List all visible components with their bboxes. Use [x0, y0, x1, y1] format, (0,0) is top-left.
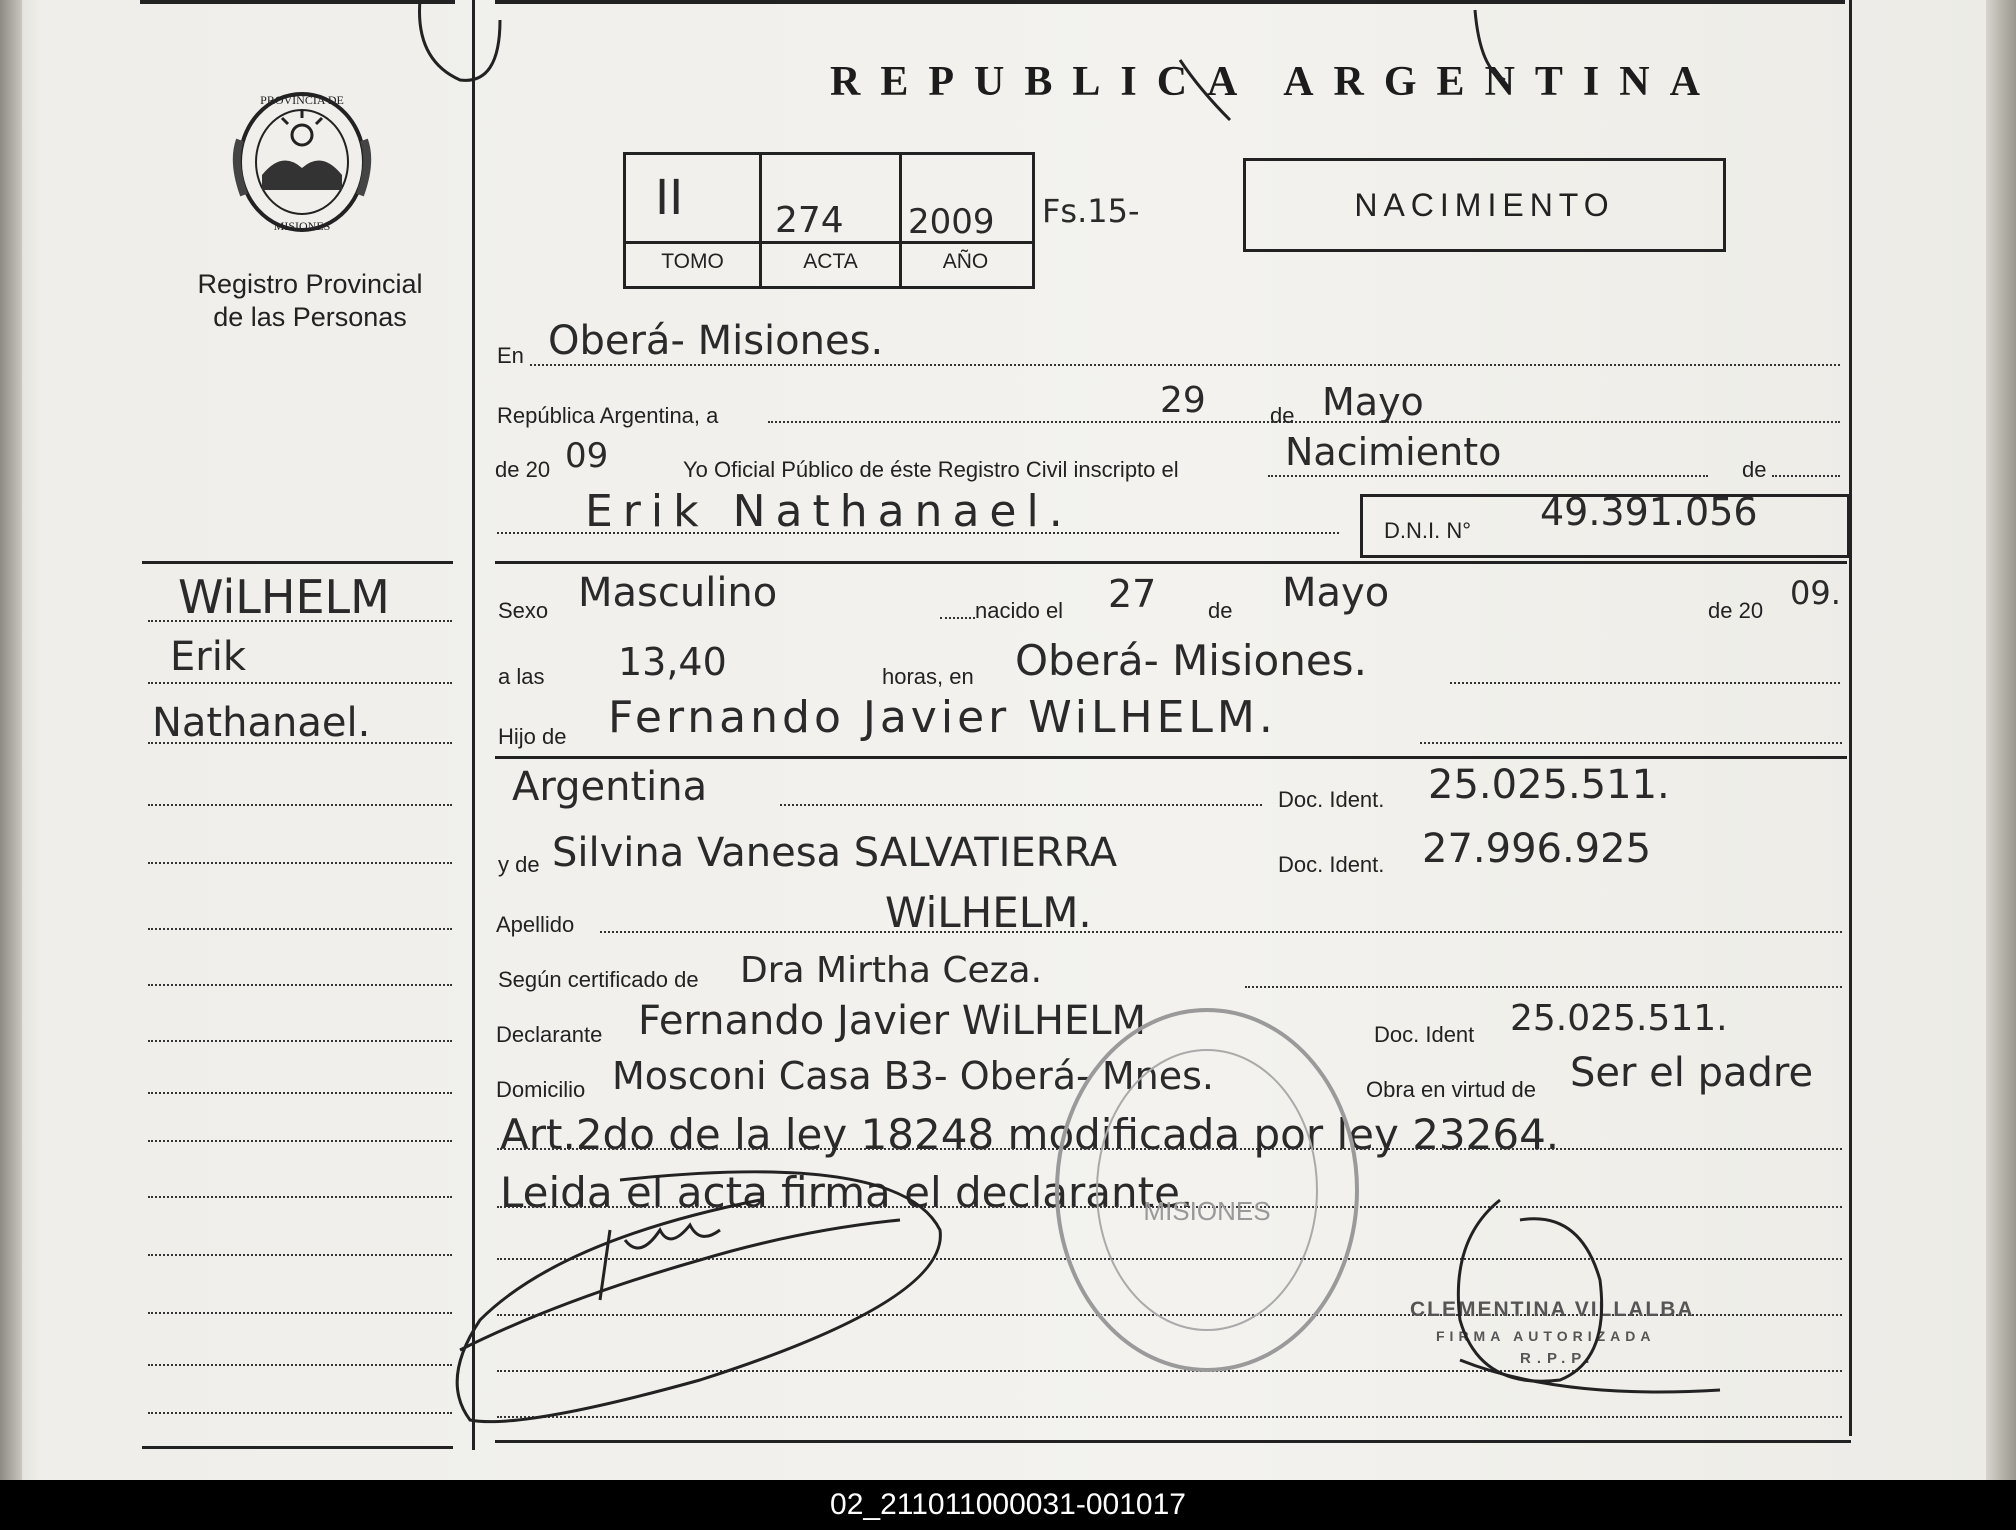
registry-label-line1: Registro Provincial	[197, 269, 423, 299]
tomo-value: II	[655, 170, 684, 226]
hw-dni: 49.391.056	[1540, 490, 1758, 534]
top-flourish-right	[1475, 10, 1505, 80]
hw-margin-nombre1: Erik	[170, 634, 246, 680]
label-de: de	[1270, 403, 1295, 428]
hw-lugar-nacimiento: Oberá- Misiones.	[1015, 636, 1367, 685]
clerk-stamp-name: CLEMENTINA VILLALBA	[1410, 1298, 1695, 1321]
hw-nota-linea2: Leida el acta firma el declarante.	[500, 1168, 1194, 1217]
label-doc-ident-2: Doc. Ident.	[1278, 852, 1385, 877]
hw-anio-suffix: 09	[565, 436, 609, 476]
seal-bottom-text: MISIONES	[273, 219, 331, 233]
hw-margin-nombre2: Nathanael.	[152, 700, 371, 746]
label-republica-a: República Argentina, a	[497, 403, 719, 428]
label-doc-ident-3: Doc. Ident	[1374, 1022, 1475, 1047]
label-hijo-de: Hijo de	[498, 724, 567, 749]
label-domicilio: Domicilio	[496, 1077, 586, 1102]
label-de-3: de	[1208, 598, 1233, 623]
clerk-signature-tail	[1460, 1360, 1720, 1392]
label-a-las: a las	[498, 664, 545, 689]
hw-tipo: Nacimiento	[1285, 430, 1502, 474]
label-nacido-el: nacido el	[975, 598, 1064, 623]
label-horas-en: horas, en	[882, 664, 974, 689]
label-de-20: de 20	[495, 457, 551, 482]
hw-doc-declarante: 25.025.511.	[1510, 998, 1728, 1039]
label-de-2: de	[1742, 457, 1767, 482]
anio-value: 2009	[908, 202, 995, 242]
document-title: REPUBLICA ARGENTINA	[830, 59, 1720, 105]
label-dni: D.N.I. N°	[1384, 518, 1472, 543]
label-yo-oficial: Yo Oficial Público de éste Registro Civil inscripto el	[683, 457, 1179, 482]
hw-obra-en-virtud: Ser el padre	[1570, 1050, 1814, 1096]
top-flourish-left	[420, 0, 501, 80]
declarant-signature-initials	[600, 1225, 720, 1300]
anio-label: AÑO	[942, 250, 989, 273]
hw-mes-inscripcion: Mayo	[1322, 380, 1424, 424]
label-declarante: Declarante	[496, 1022, 603, 1047]
hw-dia-nacimiento: 27	[1108, 572, 1157, 616]
hw-lugar: Oberá- Misiones.	[548, 318, 884, 364]
hw-sexo: Masculino	[578, 570, 778, 616]
label-en: En	[497, 343, 524, 368]
hw-apellido: WiLHELM.	[885, 888, 1092, 937]
hw-anio-nacimiento: 09.	[1790, 574, 1841, 612]
hw-nota-linea1: Art.2do de la ley 18248 modificada por ley 23264.	[500, 1110, 1560, 1159]
svg-text:MISIONES: MISIONES	[1143, 1196, 1271, 1226]
image-id-footer: 02_211011000031-001017	[0, 1480, 2016, 1530]
clerk-stamp-role: FIRMA AUTORIZADA	[1436, 1328, 1656, 1344]
hw-padre: Fernando Javier WiLHELM.	[608, 692, 1277, 743]
label-de-20b: de 20	[1708, 598, 1764, 623]
hw-doc-madre: 27.996.925	[1422, 826, 1652, 872]
hw-declarante: Fernando Javier WiLHELM	[638, 998, 1147, 1044]
hw-nombre: Erik Nathanael.	[585, 486, 1073, 537]
acta-value: 274	[775, 200, 844, 241]
hw-dia-inscripcion: 29	[1160, 380, 1206, 421]
hw-doc-padre: 25.025.511.	[1428, 762, 1670, 808]
label-obra-en-virtud: Obra en virtud de	[1366, 1077, 1536, 1102]
acta-label: ACTA	[803, 250, 858, 273]
label-segun-certificado: Según certificado de	[498, 967, 699, 992]
folio-note: Fs.15-	[1042, 192, 1140, 230]
registry-label-line2: de las Personas	[213, 302, 407, 332]
hw-hora: 13,40	[618, 640, 727, 684]
hw-mes-nacimiento: Mayo	[1282, 570, 1390, 616]
declarant-signature-loop	[457, 1172, 940, 1422]
hw-certificado: Dra Mirtha Ceza.	[740, 950, 1043, 991]
label-y-de: y de	[498, 852, 540, 877]
record-type-box: NACIMIENTO	[1243, 158, 1726, 252]
tomo-label: TOMO	[661, 250, 724, 273]
seal-top-text: PROVINCIA DE	[260, 93, 344, 107]
hw-domicilio: Mosconi Casa B3- Oberá- Mnes.	[612, 1054, 1214, 1098]
title-flourish	[1180, 60, 1230, 120]
hw-nacionalidad: Argentina	[512, 764, 708, 810]
hw-margin-apellido: WiLHELM	[178, 570, 390, 624]
label-apellido: Apellido	[496, 912, 575, 937]
label-doc-ident-1: Doc. Ident.	[1278, 787, 1385, 812]
clerk-stamp-org: R.P.P.	[1520, 1350, 1596, 1367]
clerk-signature-loop	[1458, 1200, 1601, 1381]
hw-madre: Silvina Vanesa SALVATIERRA	[552, 830, 1118, 876]
label-sexo: Sexo	[498, 598, 549, 623]
